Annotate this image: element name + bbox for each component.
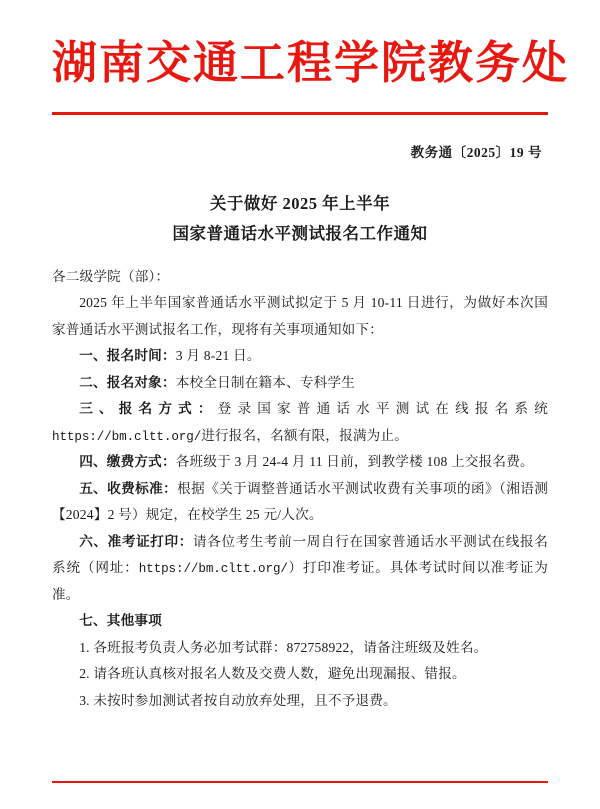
item-6-label: 六、准考证打印： (79, 533, 193, 549)
letterhead (52, 0, 570, 115)
item-5-text: 根据《关于调整普通话水平测试收费有关事项的函》（湘语测【2024】2 号）规定，在校学生 25 元/人次。 (52, 480, 548, 523)
item-6-text-before: 请各位考生考前一周自行在国家普通话水平测试在线报名系统（网址： (52, 533, 549, 576)
admission-ticket-url[interactable]: https://bm.cltt.org/ (138, 562, 288, 577)
item-3 (52, 396, 548, 449)
item-7 (52, 608, 548, 635)
list-item: 3. 未按时参加测试者按自动放弃处理，且不予退费。 (79, 692, 397, 708)
item-2 (52, 370, 548, 397)
sub-item-list (52, 635, 548, 715)
item-4-text: 各班级于 3 月 24-4 月 11 日前，到教学楼 108 上交报名费。 (175, 454, 534, 470)
item-3-text-after: 进行报名，名额有限，报满为止。 (201, 427, 409, 443)
item-3-label: 三、报名方式： (79, 401, 218, 417)
item-3-text-before: 登录国家普通话水平测试在线报名系统 (217, 401, 548, 417)
intro-paragraph: 2025 年上半年国家普通话水平测试拟定于 5 月 10-11 日进行，为做好本次国家普通话水平测试报名工作，现将有关事项通知如下： (52, 295, 548, 337)
item-6 (52, 529, 548, 609)
item-4 (52, 449, 548, 476)
list-item: 2. 请各班认真核对报名人数及交费人数，避免出现漏报、错报。 (79, 666, 466, 682)
item-5-label: 五、收费标准： (79, 480, 178, 496)
item-1-text: 3 月 8-21 日。 (175, 348, 261, 364)
item-1 (52, 343, 548, 370)
registration-url[interactable]: https://bm.cltt.org/ (52, 429, 202, 444)
document-body (52, 264, 548, 715)
document-title (52, 189, 548, 250)
item-4-label: 四、缴费方式： (79, 454, 176, 470)
document-number: 教务通〔2025〕19 号 (410, 144, 542, 160)
document-title-line2: 国家普通话水平测试报名工作通知 (172, 224, 428, 244)
item-2-label: 二、报名对象： (79, 374, 176, 390)
document-title-line1: 关于做好 2025 年上半年 (209, 193, 391, 213)
list-item: 1. 各班报考负责人务必加考试群：872758922，请备注班级及姓名。 (79, 639, 488, 655)
salutation: 各二级学院（部）： (52, 268, 170, 284)
item-2-text: 本校全日制在籍本、专科学生 (175, 374, 356, 390)
letterhead-divider (52, 112, 548, 115)
item-1-label: 一、报名时间： (79, 348, 176, 364)
item-6-text-after: ）打印准考证。具体考试时间以准考证为准。 (52, 560, 548, 602)
item-7-label: 七、其他事项 (79, 613, 162, 629)
letterhead-title: 湖南交通工程学院教务处 (52, 38, 570, 88)
item-5 (52, 476, 548, 529)
footer-divider (52, 781, 548, 783)
